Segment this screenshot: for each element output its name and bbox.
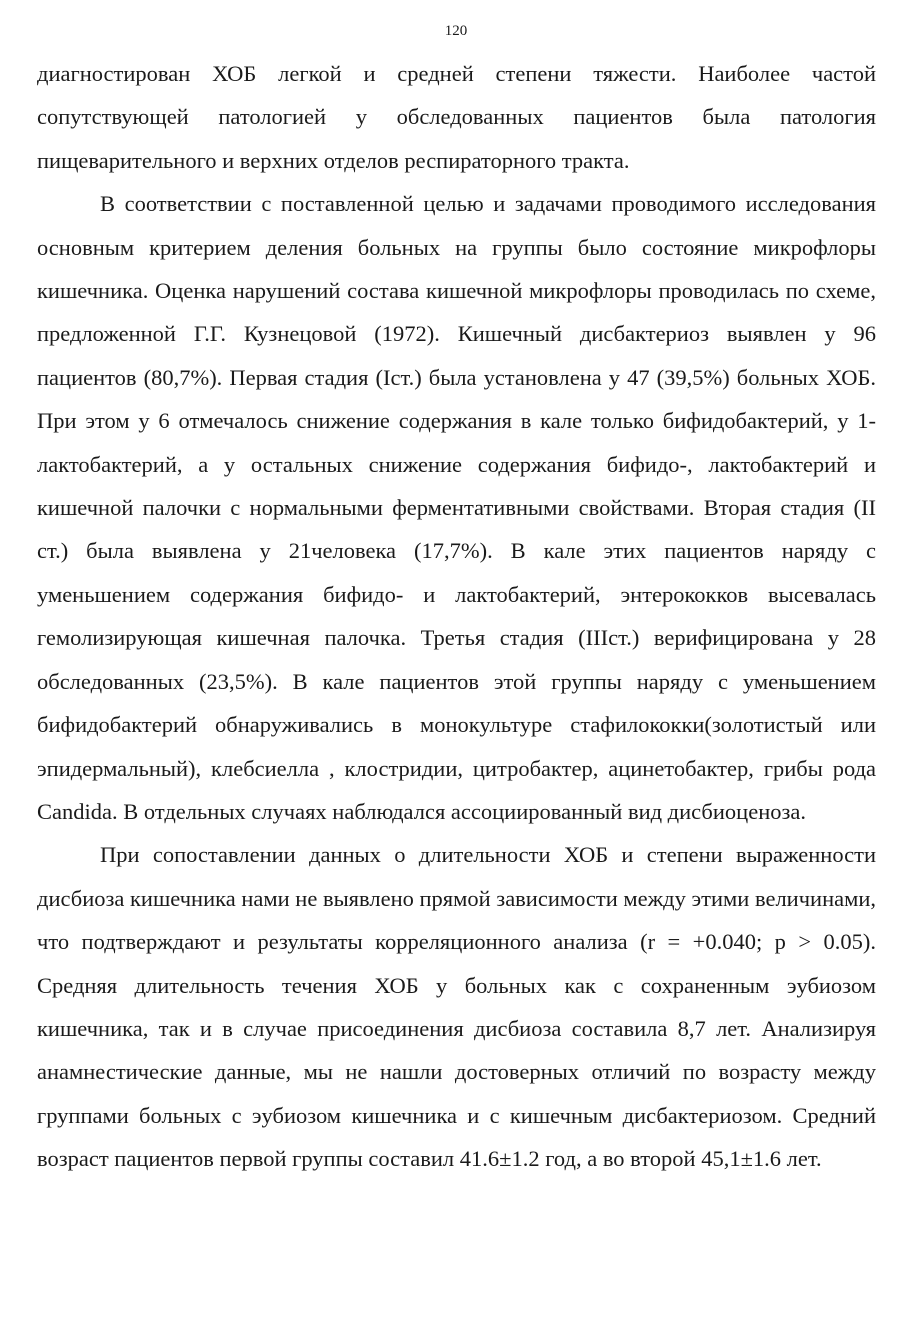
paragraph-duration-age-comparison: При сопоставлении данных о длительности ХОБ и степени выраженности дисбиоза кишечника нами не выявлено прямой зависимости между этими величинами, что подтверждают и результаты корреляционного анализа (r = +0.040; p > 0.05). Средняя длительность течения ХОБ у больных как с сохраненным эубиозом кишечника, так и в случае присоединения дисбиоза составила 8,7 лет. Анализируя анамнестические данные, мы не нашли достоверных отличий по возрасту между группами больных с эубиозом кишечника и с кишечным дисбактериозом. Средний возраст пациентов первой группы составил 41.6±1.2 год, а во второй 45,1±1.6 лет. <box>37 842 876 1172</box>
paragraph-continuation: диагностирован ХОБ легкой и средней степени тяжести. Наиболее частой сопутствующей патологией у обследованных пациентов была патология пищеварительного и верхних отделов респираторного тракта. <box>37 61 876 173</box>
paragraph-microflora-stages: В соответствии с поставленной целью и задачами проводимого исследования основным критерием деления больных на группы было состояние микрофлоры кишечника. Оценка нарушений состава кишечной микрофлоры проводилась по схеме, предложенной Г.Г. Кузнецовой (1972). Кишечный дисбактериоз выявлен у 96 пациентов (80,7%). Первая стадия (Iст.) была установлена у 47 (39,5%) больных ХОБ. При этом у 6 отмечалось снижение содержания в кале только бифидобактерий, у 1- лактобактерий, а у остальных снижение содержания бифидо-, лактобактерий и кишечной палочки с нормальными ферментативными свойствами. Вторая стадия (II ст.) была выявлена у 21человека (17,7%). В кале этих пациентов наряду с уменьшением содержания бифидо- и лактобактерий, энтерококков высевалась гемолизирующая кишечная палочка. Третья стадия (IIIст.) верифицирована у 28 обследованных (23,5%). В кале пациентов этой группы наряду с уменьшением бифидобактерий обнаруживались в монокультуре стафилококки(золотистый или эпидермальный), клебсиелла , клостридии, цитробактер, ацинетобактер, грибы рода Candida. В отдельных случаях наблюдался ассоциированный вид дисбиоценоза. <box>37 191 876 824</box>
body-text <box>37 52 876 1181</box>
page-number: 120 <box>444 23 468 39</box>
